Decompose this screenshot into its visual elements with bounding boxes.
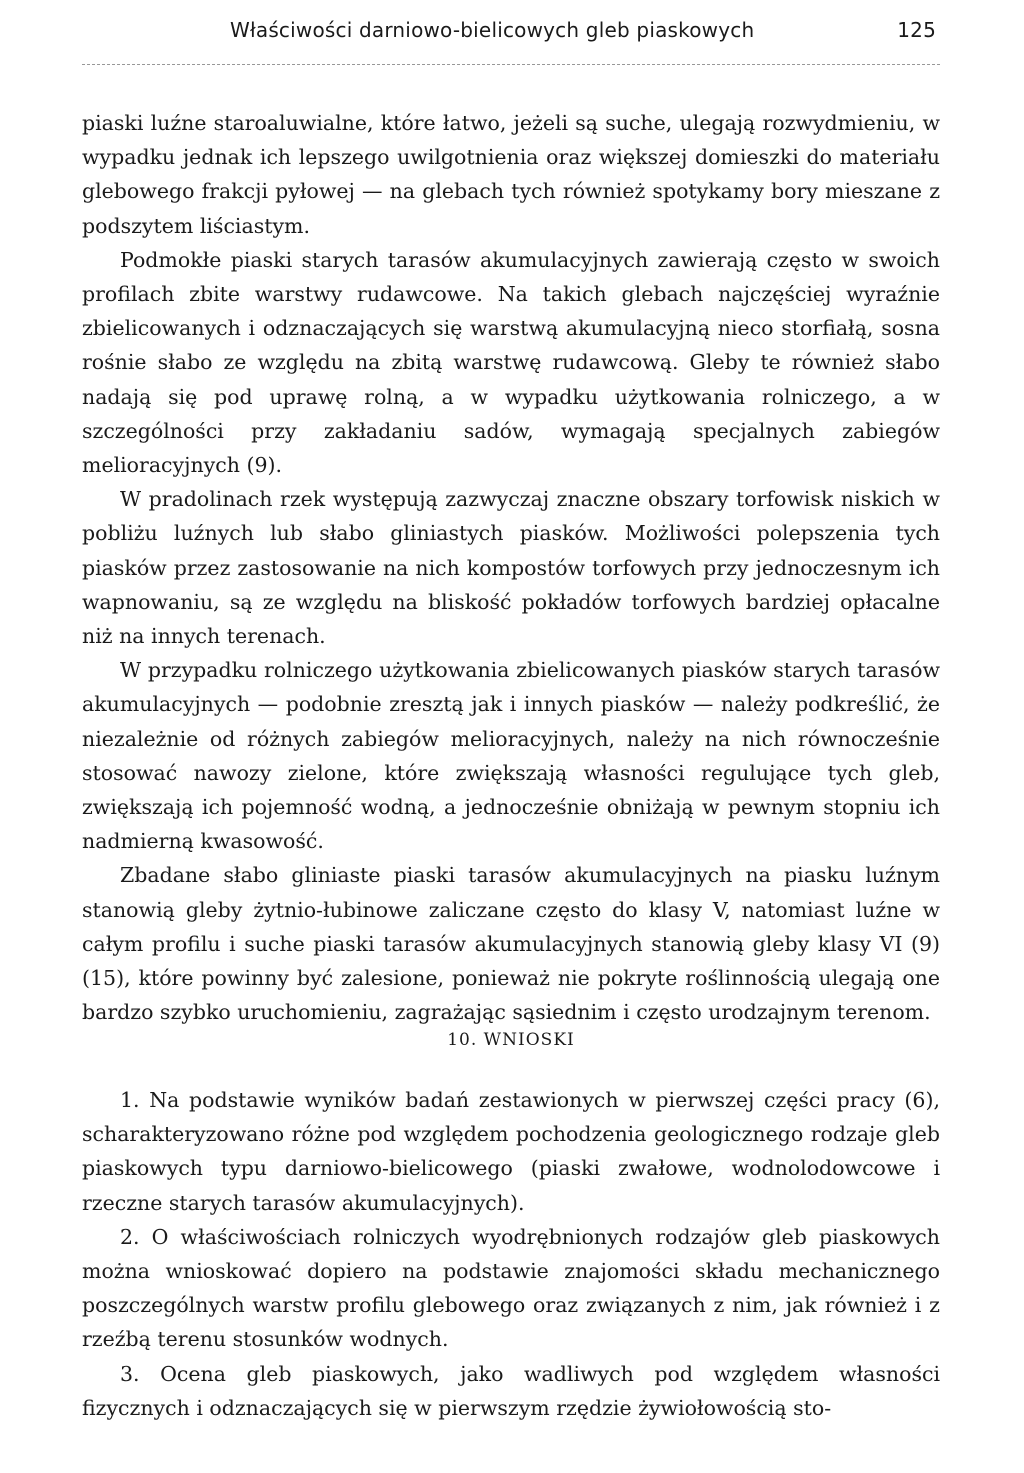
document-page [82, 18, 942, 1458]
paragraph: W przypadku rolniczego użytkowania zbielicowanych piasków starych tarasów akumulacyjnych — podobnie zresztą jak i innych piasków — należy podkreślić, że niezależnie od różnych zabiegów melioracyjnych, należy na nich równocześnie stosować nawozy zielone, które zwiększają własności regulujące tych gleb, zwiększają ich pojemność wodną, a jednocześnie obniżają w pewnym stopniu ich nadmierną kwasowość. [82, 658, 940, 854]
running-header [82, 18, 942, 56]
paragraph: Zbadane słabo gliniaste piaski tarasów akumulacyjnych na piasku luźnym stanowią gleby żytnio-łubinowe zaliczane często do klasy V, natomiast luźne w całym profilu i suche piaski tarasów akumulacyjnych stanowią gleby klasy VI (9) (15), które powinny być zalesione, ponieważ nie pokryte roślinnością ulegają one bardzo szybko uruchomieniu, zagrażając sąsiednim i często urodzajnym terenom. [82, 863, 940, 1025]
header-rule [82, 64, 940, 65]
conclusion-item: 1. Na podstawie wyników badań zestawionych w pierwszej części pracy (6), scharakteryzowano różne pod względem pochodzenia geologicznego rodzaje gleb piaskowych typu darniowo-bielicowego (piaski zwałowe, wodnolodowcowe i rzeczne starych tarasów akumulacyjnych). [82, 1088, 940, 1215]
conclusion-item: 2. O właściwościach rolniczych wyodrębnionych rodzajów gleb piaskowych można wnioskować dopiero na podstawie znajomości składu mechanicznego poszczególnych warstw profilu glebowego oraz związanych z nim, jak również i z rzeźbą terenu stosunków wodnych. [82, 1224, 940, 1352]
section-heading: 10. WNIOSKI [447, 1030, 575, 1050]
paragraph: W pradolinach rzek występują zazwyczaj znaczne obszary torfowisk niskich w pobliżu luźnych lub słabo gliniastych piasków. Możliwości polepszenia tych piasków przez zastosowanie na nich kompostów torfowych przy jednoczesnym ich wapnowaniu, są ze względu na bliskość pokładów torfowych bardziej opłacalne niż na innych terenach. [82, 487, 940, 649]
paragraph-continued: piaski luźne staroaluwialne, które łatwo, jeżeli są suche, ulegają rozwydmieniu, w wypadku jednak ich lepszego uwilgotnienia oraz większej domieszki do materiału glebowego frakcji pyłowej — na glebach tych również spotykamy bory mieszane z podszytem liściastym. [82, 111, 940, 238]
running-title: Właściwości darniowo-bielicowych gleb piaskowych [230, 18, 755, 42]
conclusion-item: 3. Ocena gleb piaskowych, jako wadliwych pod względem własności fizycznych i odznaczających się w pierwszym rzędzie żywiołowością sto- [82, 1361, 940, 1420]
body-text [82, 106, 940, 1029]
page-number: 125 [897, 18, 936, 42]
conclusions-list [82, 1083, 940, 1425]
paragraph: Podmokłe piaski starych tarasów akumulacyjnych zawierają często w swoich profilach zbite warstwy rudawcowe. Na takich glebach najczęściej wyraźnie zbielicowanych i odznaczających się warstwą akumulacyjną nieco storfiałą, sosna rośnie słabo ze względu na zbitą warstwę rudawcową. Gleby te również słabo nadają się pod uprawę rolną, a w wypadku użytkowania rolniczego, a w szczególności przy zakładaniu sadów, wymagają specjalnych zabiegów melioracyjnych (9). [82, 247, 940, 478]
